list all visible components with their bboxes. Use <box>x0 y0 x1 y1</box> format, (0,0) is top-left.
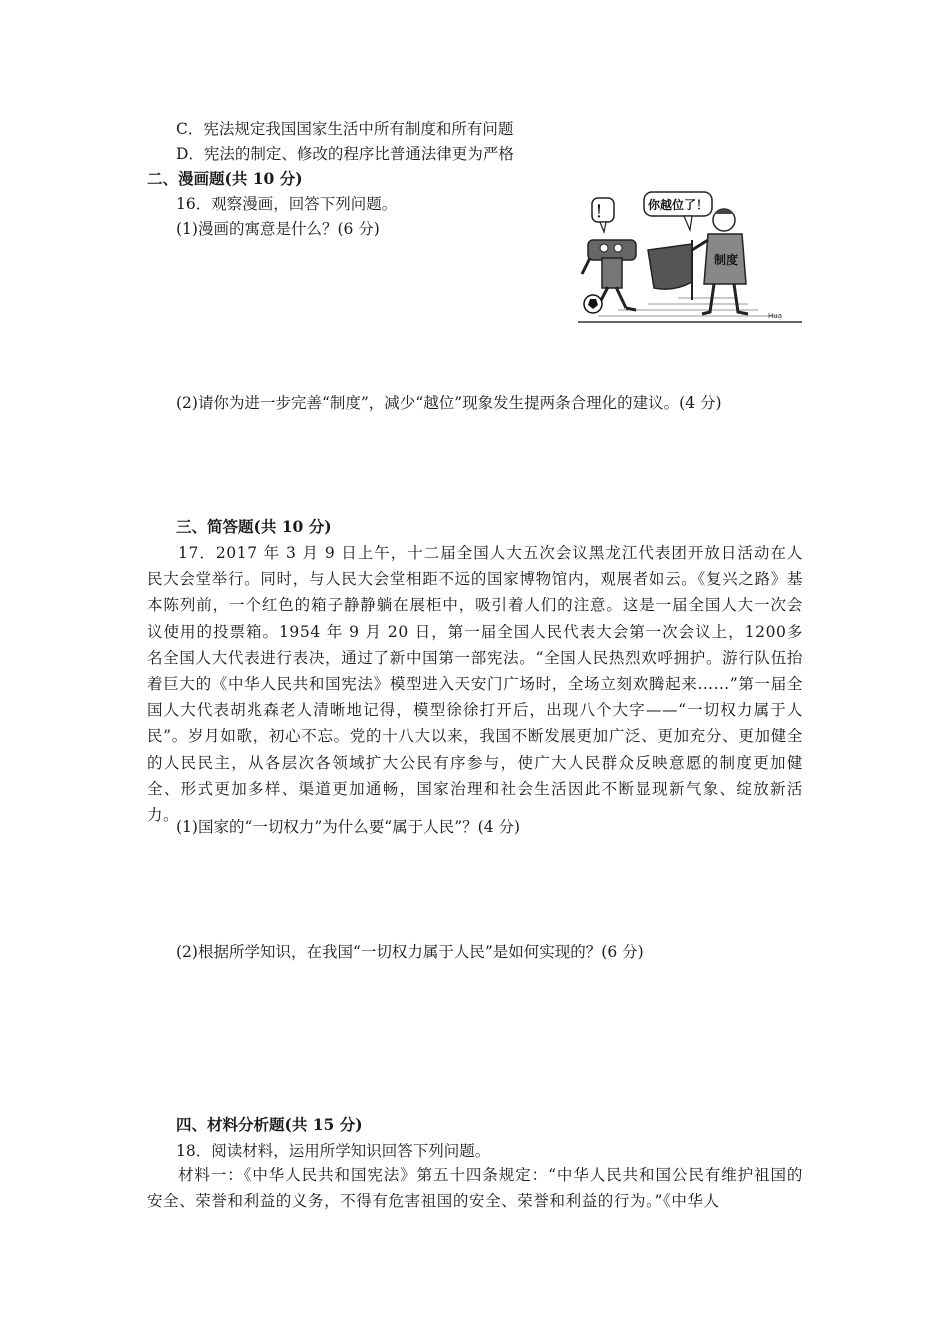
q17-text: 17．2017 年 3 月 9 日上午，十二届全国人大五次会议黑龙江代表团开放日活动在人民大会堂举行。同时，与人民大会堂相距不远的国家博物馆内，观展者如云。《复兴之路》基本陈列前，一个红色的箱子静静躺在展柜中，吸引着人们的注意。这是一届全国人大一次会议使用的投票箱。1954 年 9 月 20 日，第一届全国人民代表大会第一次会议上，1200多名全国人大代表进行表决，通过了新中国第一部宪法。“全国人民热烈欢呼拥护。游行队伍抬着巨大的《中华人民共和国宪法》模型进入天安门广场时，全场立刻欢腾起来……”第一届全国人大代表胡兆森老人清晰地记得，模型徐徐打开后，出现八个大字——“一切权力属于人民”。岁月如歌，初心不忘。党的十八大以来，我国不断发展更加广泛、更加充分、更加健全的人民民主，从各层次各领域扩大公民有序参与，使广大人民群众反映意愿的制度更加健全、形式更加多样、渠道更加通畅，国家治理和社会生活因此不断显现新气象、绽放新活力。 <box>147 544 803 825</box>
svg-text:制度: 制度 <box>713 253 739 267</box>
exclaim-bubble <box>592 198 614 232</box>
option-c: C．宪法规定我国国家生活中所有制度和所有问题 <box>176 120 514 138</box>
section-3-heading: 三、简答题(共 10 分) <box>176 517 332 536</box>
q17-part1: (1)国家的“一切权力”为什么要“属于人民”？(4 分) <box>176 818 521 836</box>
svg-text:！: ！ <box>594 202 612 221</box>
cartoon-illustration <box>578 188 802 324</box>
q18-stem: 18．阅读材料，运用所学知识回答下列问题。 <box>176 1142 491 1160</box>
section-2-heading: 二、漫画题(共 10 分) <box>147 169 303 188</box>
svg-text:Hua: Hua <box>768 312 782 320</box>
q16-part2: (2)请你为进一步完善“制度”，减少“越位”现象发生提两条合理化的建议。(4 分) <box>176 394 722 412</box>
q17-part2: (2)根据所学知识，在我国“一切权力属于人民”是如何实现的？(6 分) <box>176 943 644 961</box>
q16-part1: (1)漫画的寓意是什么？(6 分) <box>176 220 380 238</box>
svg-text:你越位了！: 你越位了！ <box>647 198 709 212</box>
flag-banner <box>648 240 692 300</box>
speech-bubble <box>644 192 712 230</box>
soccer-ball-icon <box>584 295 602 313</box>
q16-stem: 16．观察漫画，回答下列问题。 <box>176 195 398 213</box>
option-d: D．宪法的制定、修改的程序比普通法律更为严格 <box>176 145 514 163</box>
section-4-heading: 四、材料分析题(共 15 分) <box>176 1115 363 1134</box>
q18-material1: 材料一：《中华人民共和国宪法》第五十四条规定：“中华人民共和国公民有维护祖国的安全、荣誉和利益的义务，不得有危害祖国的安全、荣誉和利益的行为。”《中华人 <box>147 1166 803 1211</box>
